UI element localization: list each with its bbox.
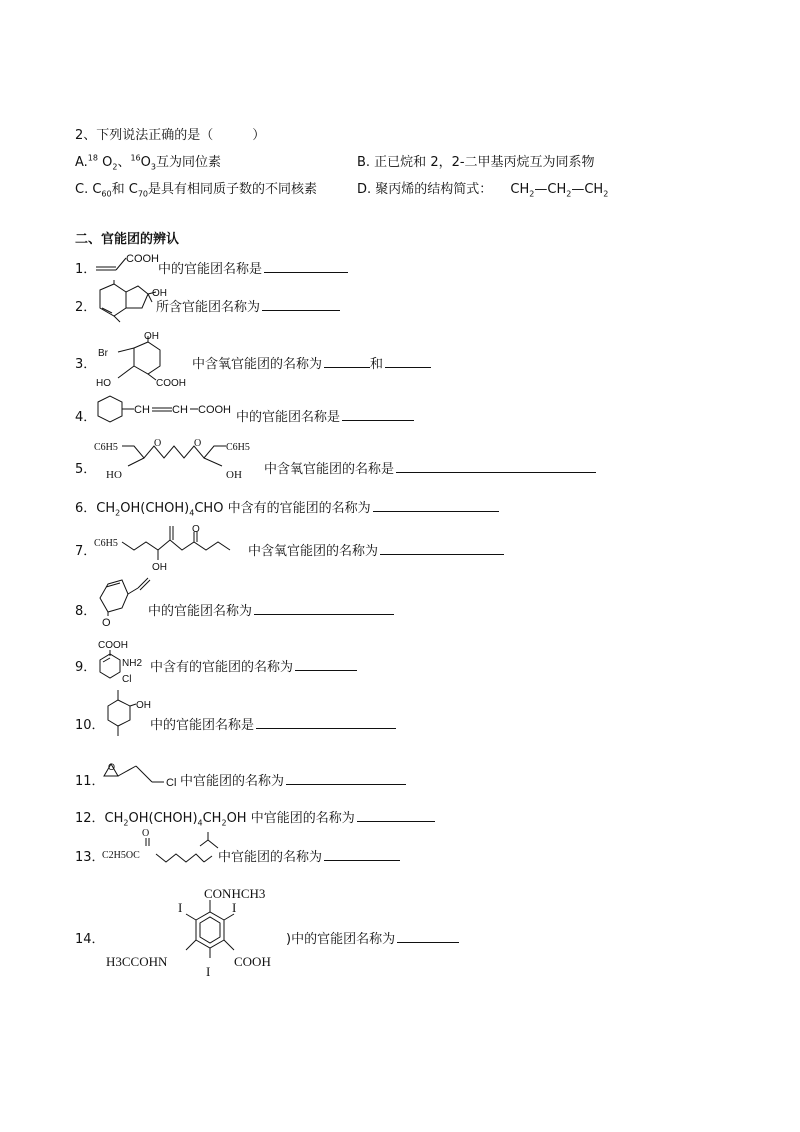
svg-text:COOH: COOH xyxy=(198,404,231,416)
svg-text:C6H5: C6H5 xyxy=(226,442,250,453)
polypropylene-formula: $CH_2—CH_2—CH_2$ xyxy=(510,182,609,199)
svg-text:C2H5OC: C2H5OC xyxy=(102,850,140,861)
answer-blank[interactable] xyxy=(254,602,394,615)
item-11-number: 11． xyxy=(75,774,105,789)
item-7-number: 7． xyxy=(75,544,97,559)
svg-text:COOH: COOH xyxy=(234,954,271,969)
item-11-question: 中官能团的名称为 xyxy=(180,770,406,789)
q2-option-b: B. 正已烷和 2，2-二甲基丙烷互为同系物 xyxy=(357,155,595,170)
answer-blank[interactable] xyxy=(286,772,406,785)
section-title: 二、官能团的辨认 xyxy=(75,232,180,247)
bromo-dihydroxybenzoic-acid-structure xyxy=(94,332,194,392)
svg-text:Br: Br xyxy=(98,348,108,359)
hydroxy-ester-structure xyxy=(94,522,254,572)
answer-blank[interactable] xyxy=(396,460,596,473)
svg-text:I: I xyxy=(206,964,211,979)
sorbitol-formula: $CH_2OH(CHOH)_4CH_2OH$ xyxy=(104,811,247,828)
svg-text:COOH: COOH xyxy=(98,640,128,651)
svg-text:NH2: NH2 xyxy=(122,658,143,669)
item-5-number: 5． xyxy=(75,462,97,477)
svg-text:CH: CH xyxy=(172,404,188,416)
item-13-question: 中官能团的名称为 xyxy=(218,846,400,865)
answer-blank[interactable] xyxy=(295,658,357,671)
item-1-question: 中的官能团名称是 xyxy=(158,258,348,277)
answer-blank[interactable] xyxy=(342,408,414,421)
svg-text:O: O xyxy=(108,762,116,772)
item-4-number: 4． xyxy=(75,410,97,425)
vinyl-cyclohexenone-structure xyxy=(94,578,154,628)
svg-text:O: O xyxy=(102,617,111,629)
aminochlorobenzoic-acid-structure xyxy=(94,638,154,688)
svg-text:OH: OH xyxy=(144,331,159,342)
item-2-number: 2． xyxy=(75,300,97,315)
item-2-question: 所含官能团名称为 xyxy=(156,296,340,315)
item-8-question: 中的官能团名称为 xyxy=(148,600,394,619)
svg-text:C6H5: C6H5 xyxy=(94,538,118,549)
svg-text:OH: OH xyxy=(136,700,151,711)
answer-blank[interactable] xyxy=(262,298,340,311)
item-12-question: 12．$CH_2OH(CHOH)_4CH_2OH$ 中官能团的名称为 xyxy=(75,807,435,828)
item-3-number: 3． xyxy=(75,357,97,372)
item-9-number: 9． xyxy=(75,660,97,675)
answer-blank[interactable] xyxy=(256,716,396,729)
q2-option-a: A.$^{18}$ $O_2$、$^{16}O_3$互为同位素 xyxy=(75,153,221,172)
svg-text:CH: CH xyxy=(134,404,150,416)
item-14-question: )中的官能团名称为 xyxy=(286,928,459,947)
item-9-question: 中含有的官能团的名称为 xyxy=(150,656,357,675)
svg-text:OH: OH xyxy=(226,469,242,481)
svg-text:Cl: Cl xyxy=(166,777,177,789)
q2-stem: 2、下列说法正确的是（ ） xyxy=(75,128,266,143)
item-14-number: 14． xyxy=(75,932,105,947)
item-5-question: 中含氧官能团的名称是 xyxy=(264,458,596,477)
iodinated-benzoic-acid-structure xyxy=(100,880,290,980)
svg-text:O: O xyxy=(142,828,150,839)
answer-blank[interactable] xyxy=(324,848,400,861)
unsaturated-ester-structure xyxy=(100,826,220,870)
item-4-question: 中的官能团名称是 xyxy=(236,406,414,425)
item-6-question: 6．$CH_2OH(CHOH)_4CHO$ 中含有的官能团的名称为 xyxy=(75,497,499,518)
svg-text:I: I xyxy=(232,900,237,915)
svg-text:HO: HO xyxy=(96,378,111,389)
svg-text:OH: OH xyxy=(152,288,167,299)
item-3-question: 中含氧官能团的名称为 和 xyxy=(192,353,431,372)
glucose-formula: $CH_2OH(CHOH)_4CHO$ xyxy=(96,501,224,518)
svg-text:Cl: Cl xyxy=(122,674,132,685)
answer-blank-2[interactable] xyxy=(385,355,431,368)
svg-text:O: O xyxy=(194,438,202,449)
answer-blank-1[interactable] xyxy=(324,355,370,368)
cinnamic-acid-structure xyxy=(92,394,242,424)
svg-text:CONHCH3: CONHCH3 xyxy=(204,886,266,901)
item-1-number: 1． xyxy=(75,262,97,277)
item-13-number: 13． xyxy=(75,850,105,865)
q2-option-d: D. 聚丙烯的结构简式： $CH_2—CH_2—CH_2$ xyxy=(357,182,609,199)
spiroketal-diol-structure xyxy=(94,436,264,482)
svg-text:I: I xyxy=(178,900,183,915)
svg-text:COOH: COOH xyxy=(126,253,159,265)
answer-blank[interactable] xyxy=(373,499,499,512)
svg-text:OH: OH xyxy=(152,562,167,573)
svg-text:O: O xyxy=(192,524,200,535)
answer-blank[interactable] xyxy=(380,542,504,555)
answer-blank[interactable] xyxy=(357,809,435,822)
epichlorohydrin-structure xyxy=(100,758,190,792)
acrylic-acid-structure xyxy=(92,250,162,276)
item-10-question: 中的官能团名称是 xyxy=(150,714,396,733)
svg-text:COOH: COOH xyxy=(156,378,186,389)
svg-text:H3CCOHN: H3CCOHN xyxy=(106,954,168,969)
svg-text:C6H5: C6H5 xyxy=(94,442,118,453)
item-8-number: 8． xyxy=(75,604,97,619)
svg-text:HO: HO xyxy=(106,469,122,481)
answer-blank[interactable] xyxy=(397,930,459,943)
q2-option-c: C. $C_{60}$和 $C_{70}$是具有相同质子数的不同核素 xyxy=(75,182,318,199)
item-7-question: 中含氧官能团的名称为 xyxy=(248,540,504,559)
svg-text:O: O xyxy=(154,438,162,449)
answer-blank[interactable] xyxy=(264,260,348,273)
item-10-number: 10． xyxy=(75,718,105,733)
